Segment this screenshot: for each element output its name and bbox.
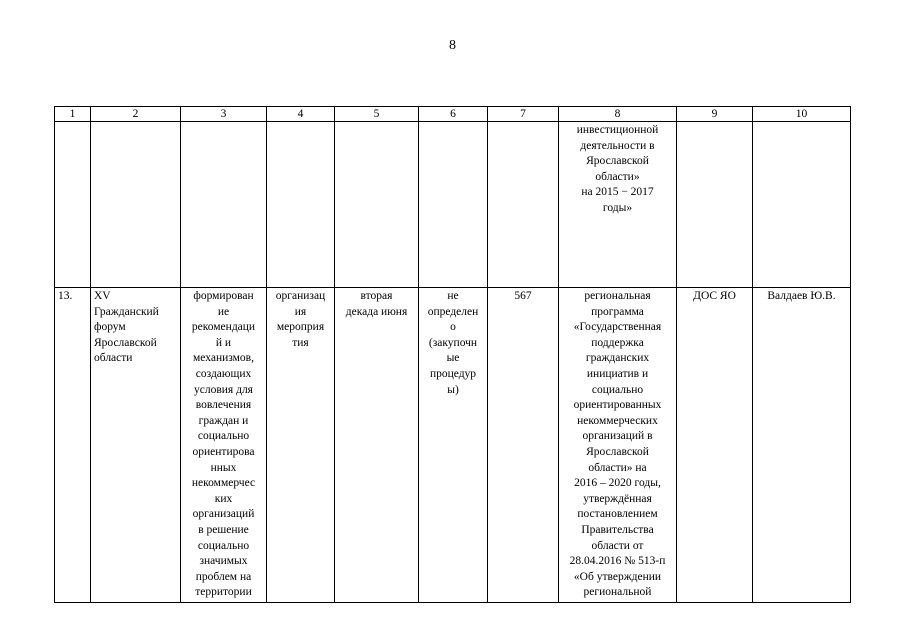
cell-amount: 567 (488, 288, 559, 603)
cell-date: вторая декада июня (335, 288, 419, 603)
cell-goal: формирован ие рекомендаци й и механизмов, создающих условия для вовлечения граждан и социально ориентирова нных некоммерчес ких организаций в решение социально значимых проблем на территории (181, 288, 267, 603)
cell-number (55, 122, 91, 288)
cell-goal (181, 122, 267, 288)
header-col-3: 3 (181, 107, 267, 122)
header-col-7: 7 (488, 107, 559, 122)
cell-organization (677, 122, 753, 288)
table-row-continuation (55, 122, 851, 288)
cell-venue (419, 122, 488, 288)
table-row-13 (55, 288, 851, 603)
cell-form: организац ия мероприя тия (267, 288, 335, 603)
cell-program: региональная программа «Государственная поддержка гражданских инициатив и социально ориентированных некоммерческих организаций в Ярославской области» на 2016 – 2020 годы, утверждённая постановлением Правительства области от 28.04.2016 № 513-п «Об утверждении региональной (559, 288, 677, 603)
header-col-5: 5 (335, 107, 419, 122)
header-col-1: 1 (55, 107, 91, 122)
cell-responsible: Валдаев Ю.В. (753, 288, 851, 603)
cell-event-name (91, 122, 181, 288)
header-col-10: 10 (753, 107, 851, 122)
header-col-6: 6 (419, 107, 488, 122)
cell-venue: не определен о (закупочн ые процедур ы) (419, 288, 488, 603)
cell-number: 13. (55, 288, 91, 603)
page-number: 8 (449, 38, 456, 53)
header-col-9: 9 (677, 107, 753, 122)
cell-organization: ДОС ЯО (677, 288, 753, 603)
header-row (55, 107, 851, 122)
events-table (54, 106, 851, 603)
header-col-2: 2 (91, 107, 181, 122)
header-col-4: 4 (267, 107, 335, 122)
cell-event-name: XV Гражданский форум Ярославской области (91, 288, 181, 603)
cell-form (267, 122, 335, 288)
cell-date (335, 122, 419, 288)
cell-amount (488, 122, 559, 288)
header-col-8: 8 (559, 107, 677, 122)
cell-program: инвестиционной деятельности в Ярославской области» на 2015 − 2017 годы» (559, 122, 677, 288)
cell-responsible (753, 122, 851, 288)
